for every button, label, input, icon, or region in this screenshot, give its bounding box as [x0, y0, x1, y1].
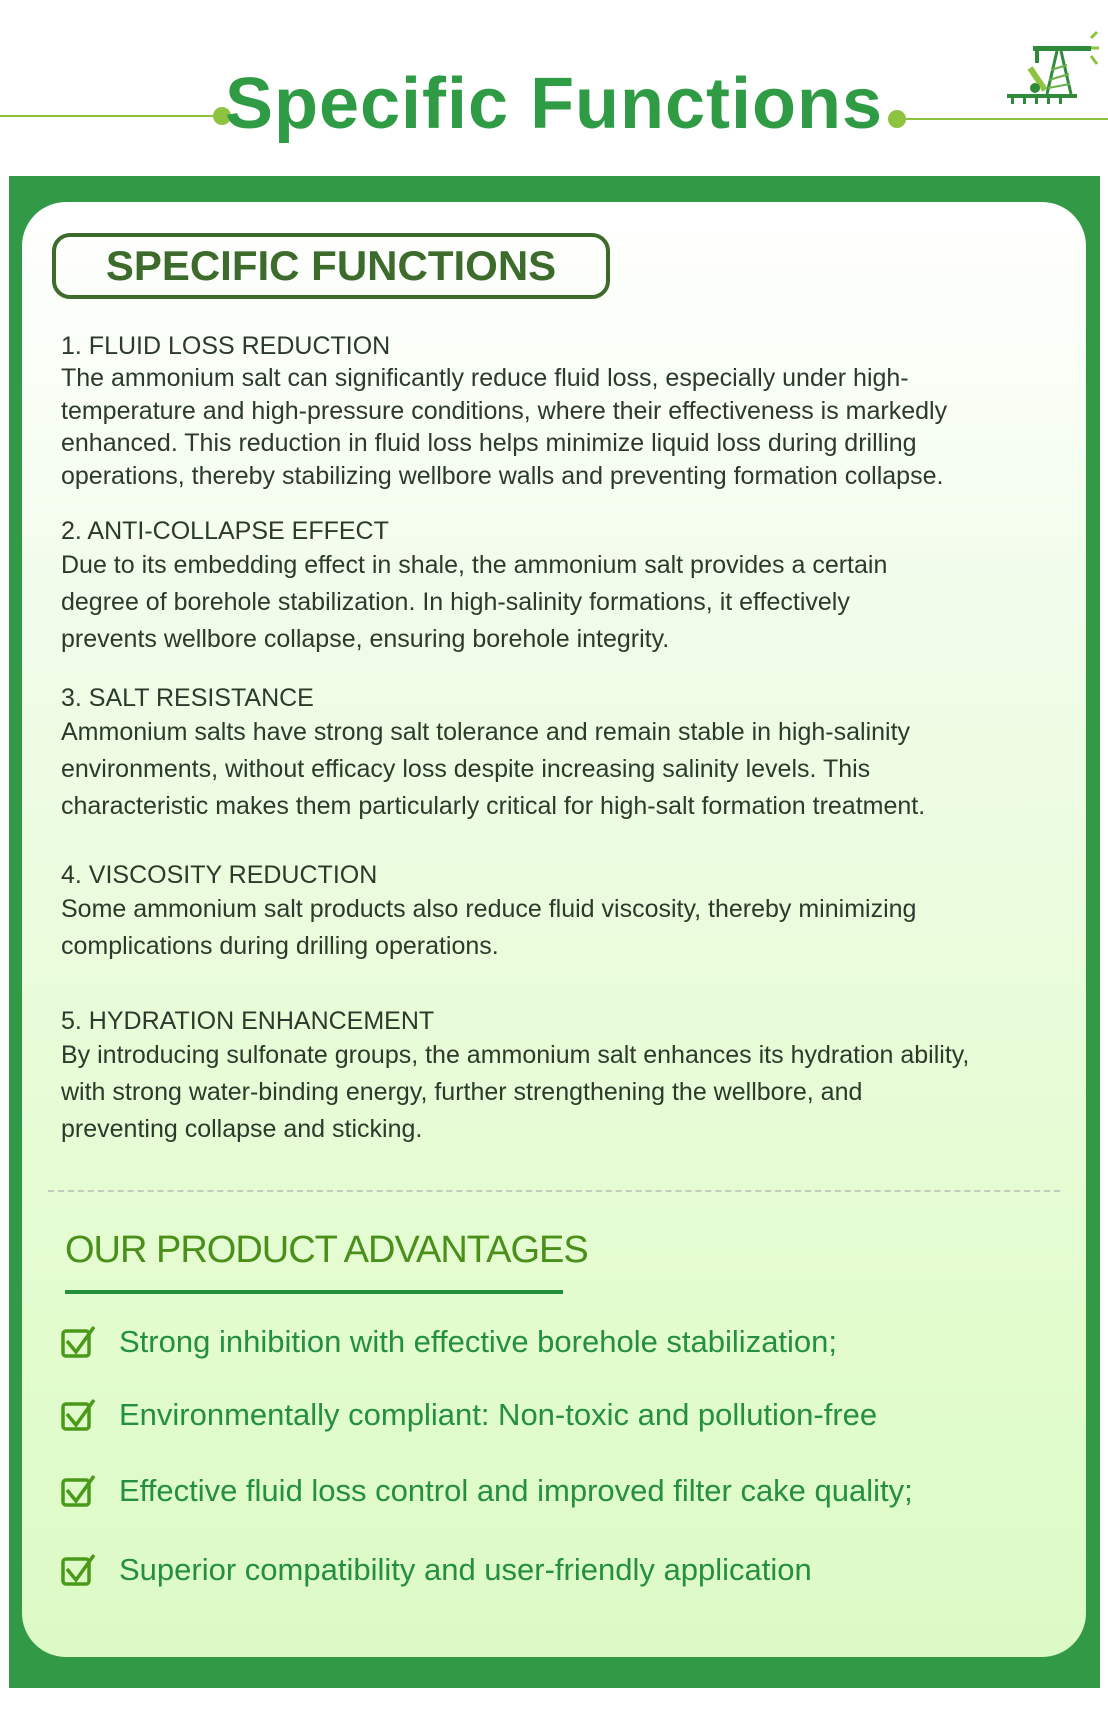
advantage-item	[61, 1322, 1071, 1362]
function-text: By introducing sulfonate groups, the ammonium salt enhances its hydration ability,	[61, 1041, 970, 1069]
function-heading: 1. FLUID LOSS REDUCTION	[61, 332, 391, 360]
function-item	[61, 1005, 1071, 1148]
advantage-text: Strong inhibition with effective borehole stabilization;	[119, 1324, 838, 1359]
function-text: degree of borehole stabilization. In high-salinity formations, it effectively	[61, 588, 850, 616]
advantage-item	[61, 1395, 1071, 1435]
function-text: complications during drilling operations.	[61, 932, 499, 960]
advantage-item	[61, 1471, 1071, 1511]
function-item	[61, 330, 1071, 492]
function-text: prevents wellbore collapse, ensuring borehole integrity.	[61, 625, 670, 653]
checkbox-checked-icon	[61, 1398, 97, 1432]
oil-pump-jack-icon	[1005, 30, 1100, 108]
advantages-underline	[65, 1290, 563, 1294]
function-heading: 2. ANTI-COLLAPSE EFFECT	[61, 517, 389, 545]
function-text: The ammonium salt can significantly reduce fluid loss, especially under high-	[61, 364, 909, 392]
function-text: preventing collapse and sticking.	[61, 1115, 423, 1143]
checkbox-checked-icon	[61, 1553, 97, 1587]
function-heading: 4. VISCOSITY REDUCTION	[61, 861, 378, 889]
function-text: with strong water-binding energy, further strengthening the wellbore, and	[61, 1078, 863, 1106]
function-item	[61, 515, 1071, 658]
header-line-right	[905, 118, 1108, 120]
function-item	[61, 859, 1071, 965]
function-item	[61, 682, 1071, 825]
advantage-text: Environmentally compliant: Non-toxic and pollution-free	[119, 1397, 878, 1432]
page-title: Specific Functions	[224, 64, 884, 144]
advantage-text: Effective fluid loss control and improved filter cake quality;	[119, 1473, 913, 1508]
content-column	[61, 330, 1071, 1590]
function-text: temperature and high-pressure conditions, where their effectiveness is markedly	[61, 396, 948, 425]
function-text: characteristic makes them particularly critical for high-salt formation treatment.	[61, 792, 926, 820]
checkbox-checked-icon	[61, 1474, 97, 1508]
function-text: enhanced. This reduction in fluid loss helps minimize liquid loss during drilling	[61, 429, 917, 457]
advantages-heading: OUR PRODUCT ADVANTAGES	[65, 1229, 588, 1271]
function-text: Due to its embedding effect in shale, the ammonium salt provides a certain	[61, 551, 888, 579]
checkbox-checked-icon	[61, 1325, 97, 1359]
function-text: environments, without efficacy loss despite increasing salinity levels. This	[61, 755, 871, 783]
function-text: Ammonium salts have strong salt tolerance and remain stable in high-salinity	[61, 718, 911, 746]
advantage-item	[61, 1550, 1071, 1590]
section-title: SPECIFIC FUNCTIONS	[52, 233, 610, 299]
function-text: Some ammonium salt products also reduce fluid viscosity, thereby minimizing	[61, 895, 917, 923]
function-heading: 3. SALT RESISTANCE	[61, 684, 314, 712]
function-text: operations, thereby stabilizing wellbore walls and preventing formation collapse.	[61, 461, 944, 490]
divider	[48, 1190, 1060, 1192]
header-dot-right	[888, 110, 906, 128]
function-heading: 5. HYDRATION ENHANCEMENT	[61, 1007, 435, 1035]
advantage-text: Superior compatibility and user-friendly application	[119, 1552, 812, 1587]
